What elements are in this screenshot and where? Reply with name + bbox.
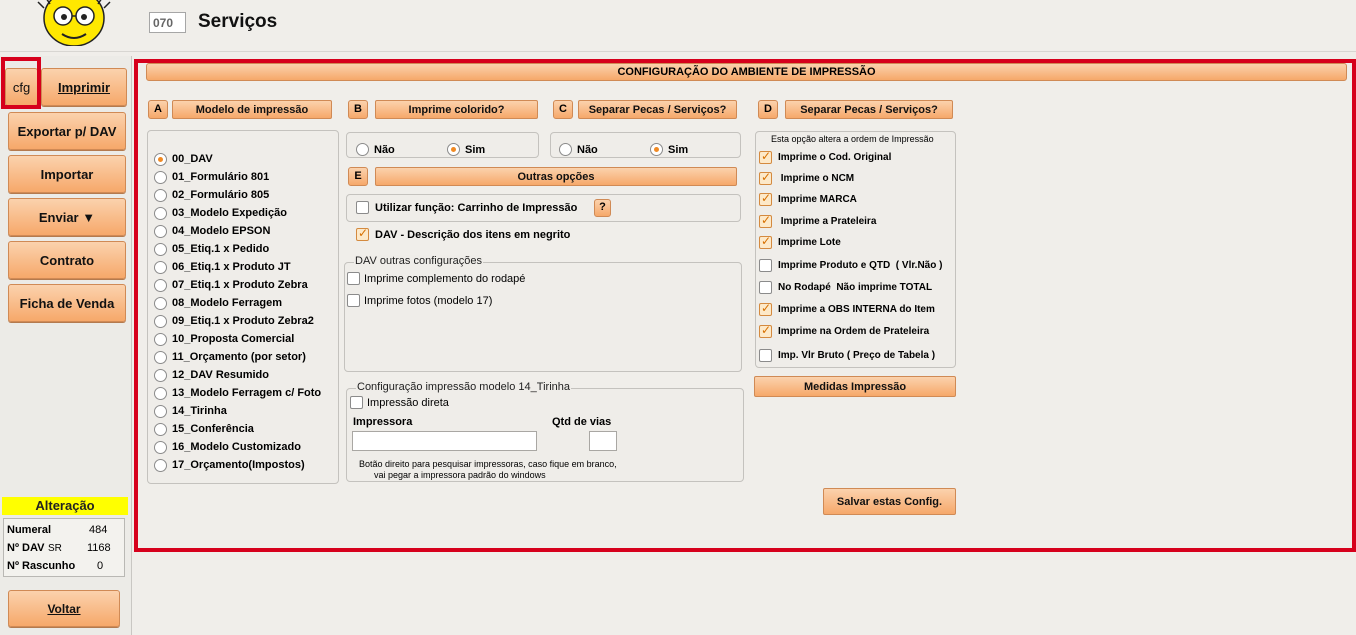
- model-option[interactable]: [154, 151, 213, 167]
- model-option[interactable]: [154, 241, 269, 257]
- model-radio[interactable]: [154, 153, 167, 166]
- model-radio[interactable]: [154, 315, 167, 328]
- model-radio[interactable]: [154, 243, 167, 256]
- screen-code: 070: [149, 12, 186, 33]
- separate-no-option[interactable]: [559, 143, 598, 156]
- direct-print-label: Impressão direta: [367, 396, 449, 409]
- printer-label: Impressora: [353, 416, 413, 428]
- bold-desc-option[interactable]: [356, 228, 570, 241]
- order-option[interactable]: [759, 193, 857, 206]
- model-label: 04_Modelo EPSON: [172, 225, 271, 237]
- model-radio[interactable]: [154, 459, 167, 472]
- model-label: 08_Modelo Ferragem: [172, 297, 283, 309]
- section-c-letter: C: [553, 100, 573, 119]
- footer-label: Imprime complemento do rodapé: [364, 272, 526, 285]
- tirinha-hint-2: vai pegar a impressora padrão do windows: [374, 470, 546, 480]
- tirinha-hint-1: Botão direito para pesquisar impressoras, caso fique em branco,: [359, 459, 617, 469]
- model-option[interactable]: [154, 349, 306, 365]
- model-radio[interactable]: [154, 297, 167, 310]
- order-checkbox[interactable]: [759, 349, 772, 362]
- order-label: Imprime MARCA: [778, 194, 857, 205]
- model-radio[interactable]: [154, 279, 167, 292]
- model-option[interactable]: [154, 169, 269, 185]
- order-option[interactable]: [759, 259, 942, 272]
- model-label: 02_Formulário 805: [172, 189, 270, 201]
- model-radio[interactable]: [154, 351, 167, 364]
- order-option[interactable]: [759, 303, 935, 316]
- photos-label: Imprime fotos (modelo 17): [364, 294, 493, 307]
- order-checkbox[interactable]: [759, 193, 772, 206]
- model-label: 10_Proposta Comercial: [172, 333, 295, 345]
- order-note: Esta opção altera a ordem de Impressão: [771, 134, 934, 144]
- order-label: Imprime o NCM: [778, 173, 855, 184]
- cfg-button[interactable]: cfg: [5, 68, 38, 106]
- printer-input[interactable]: [352, 431, 537, 451]
- order-checkbox[interactable]: [759, 151, 772, 164]
- send-button[interactable]: Enviar ▼: [8, 198, 126, 236]
- footer-option[interactable]: [347, 272, 525, 285]
- model-label: 11_Orçamento (por setor): [172, 351, 306, 363]
- order-label: No Rodapé Não imprime TOTAL: [778, 282, 933, 293]
- section-c-header[interactable]: Separar Pecas / Serviços?: [578, 100, 737, 119]
- footer-checkbox[interactable]: [347, 272, 360, 285]
- model-label: 09_Etiq.1 x Produto Zebra2: [172, 315, 314, 327]
- tirinha-title: Configuração impressão modelo 14_Tirinha: [357, 381, 570, 393]
- color-no-option[interactable]: [356, 143, 395, 156]
- model-label: 12_DAV Resumido: [172, 369, 269, 381]
- color-no-radio[interactable]: [356, 143, 369, 156]
- order-checkbox[interactable]: [759, 172, 772, 185]
- order-label: Imp. Vlr Bruto ( Preço de Tabela ): [778, 350, 936, 361]
- section-a-letter: A: [148, 100, 168, 119]
- copies-input[interactable]: [589, 431, 617, 451]
- model-option[interactable]: [154, 223, 270, 239]
- separate-no-radio[interactable]: [559, 143, 572, 156]
- section-b-letter: B: [348, 100, 368, 119]
- section-b-header[interactable]: Imprime colorido?: [375, 100, 538, 119]
- direct-print-checkbox[interactable]: [350, 396, 363, 409]
- separate-yes-label: Sim: [668, 143, 689, 156]
- model-label: 13_Modelo Ferragem c/ Foto: [172, 387, 322, 399]
- model-label: 05_Etiq.1 x Pedido: [172, 243, 270, 255]
- measures-button[interactable]: Medidas Impressão: [754, 376, 956, 397]
- draft-value: 0: [97, 560, 104, 572]
- model-radio[interactable]: [154, 441, 167, 454]
- model-radio[interactable]: [154, 207, 167, 220]
- section-a-header[interactable]: Modelo de impressão: [172, 100, 332, 119]
- model-label: 14_Tirinha: [172, 405, 227, 417]
- order-option[interactable]: [759, 215, 876, 228]
- numeral-label: Numeral: [7, 524, 52, 536]
- cart-option[interactable]: [356, 201, 577, 214]
- model-label: 16_Modelo Customizado: [172, 441, 301, 453]
- separate-no-label: Não: [577, 143, 598, 156]
- model-option[interactable]: [154, 187, 269, 203]
- model-radio[interactable]: [154, 387, 167, 400]
- model-label: 17_Orçamento(Impostos): [172, 459, 305, 471]
- section-e-letter: E: [348, 167, 368, 186]
- model-option[interactable]: [154, 385, 321, 401]
- model-label: 03_Modelo Expedição: [172, 207, 287, 219]
- alteration-stats: [3, 518, 125, 577]
- model-radio[interactable]: [154, 261, 167, 274]
- model-label: 07_Etiq.1 x Produto Zebra: [172, 279, 308, 291]
- cart-checkbox[interactable]: [356, 201, 369, 214]
- numeral-value: 484: [89, 524, 108, 536]
- photos-checkbox[interactable]: [347, 294, 360, 307]
- model-option[interactable]: [154, 331, 294, 347]
- order-option[interactable]: [759, 281, 932, 294]
- model-radio[interactable]: [154, 225, 167, 238]
- color-yes-option[interactable]: [447, 143, 485, 156]
- order-checkbox[interactable]: [759, 281, 772, 294]
- model-radio[interactable]: [154, 171, 167, 184]
- model-option[interactable]: [154, 457, 305, 473]
- model-option[interactable]: [154, 403, 227, 419]
- model-option[interactable]: [154, 439, 301, 455]
- separate-yes-option[interactable]: [650, 143, 688, 156]
- model-label: 00_DAV: [172, 153, 213, 165]
- model-radio[interactable]: [154, 189, 167, 202]
- export-dav-button[interactable]: Exportar p/ DAV: [8, 112, 126, 150]
- section-e-header[interactable]: Outras opções: [375, 167, 737, 186]
- dav-suffix: SR: [48, 543, 62, 554]
- cart-label: Utilizar função: Carrinho de Impressão: [375, 201, 578, 214]
- model-label: 15_Conferência: [172, 423, 254, 435]
- model-option[interactable]: [154, 421, 254, 437]
- model-option[interactable]: [154, 277, 308, 293]
- color-yes-label: Sim: [465, 143, 486, 156]
- direct-print-option[interactable]: [350, 396, 449, 409]
- order-label: Imprime Lote: [778, 237, 841, 248]
- color-yes-radio[interactable]: [447, 143, 460, 156]
- config-banner: CONFIGURAÇÃO DO AMBIENTE DE IMPRESSÃO: [146, 63, 1347, 81]
- order-checkbox[interactable]: [759, 325, 772, 338]
- model-radio[interactable]: [154, 405, 167, 418]
- order-option[interactable]: [759, 349, 935, 362]
- model-option[interactable]: [154, 367, 269, 383]
- model-radio[interactable]: [154, 333, 167, 346]
- mascot-logo: [36, 0, 112, 46]
- cfg-highlight: [1, 57, 41, 109]
- photos-option[interactable]: [347, 294, 492, 307]
- alteration-title: Alteração: [2, 497, 128, 515]
- sale-sheet-button[interactable]: Ficha de Venda: [8, 284, 126, 322]
- order-option[interactable]: [759, 172, 854, 185]
- print-button[interactable]: Imprimir: [41, 68, 127, 106]
- model-radio[interactable]: [154, 423, 167, 436]
- order-label: Imprime a OBS INTERNA do Item: [778, 304, 935, 315]
- model-option[interactable]: [154, 313, 314, 329]
- bold-desc-label: DAV - Descrição dos itens em negrito: [375, 228, 571, 241]
- help-button[interactable]: ?: [594, 199, 611, 217]
- model-option[interactable]: [154, 205, 287, 221]
- dav-label: Nº DAV: [7, 542, 45, 554]
- model-option[interactable]: [154, 295, 282, 311]
- model-option[interactable]: [154, 259, 291, 275]
- order-label: Imprime Produto e QTD ( Vlr.Não ): [778, 260, 943, 271]
- order-checkbox[interactable]: [759, 236, 772, 249]
- bold-desc-checkbox[interactable]: [356, 228, 369, 241]
- page-title: Serviços: [198, 11, 278, 32]
- order-option[interactable]: [759, 325, 929, 338]
- color-no-label: Não: [374, 143, 395, 156]
- separate-yes-radio[interactable]: [650, 143, 663, 156]
- section-d-letter: D: [758, 100, 778, 119]
- order-label: Imprime na Ordem de Prateleira: [778, 326, 930, 337]
- order-label: Imprime a Prateleira: [778, 216, 877, 227]
- contract-button[interactable]: Contrato: [8, 241, 126, 279]
- save-config-button[interactable]: Salvar estas Config.: [823, 488, 956, 515]
- model-radio[interactable]: [154, 369, 167, 382]
- order-checkbox[interactable]: [759, 215, 772, 228]
- back-button[interactable]: Voltar: [8, 590, 120, 627]
- model-label: 06_Etiq.1 x Produto JT: [172, 261, 291, 273]
- order-checkbox[interactable]: [759, 259, 772, 272]
- section-d-header[interactable]: Separar Pecas / Serviços?: [785, 100, 953, 119]
- order-label: Imprime o Cod. Original: [778, 152, 892, 163]
- order-checkbox[interactable]: [759, 303, 772, 316]
- model-label: 01_Formulário 801: [172, 171, 270, 183]
- draft-label: Nº Rascunho: [7, 560, 76, 572]
- dav-value: 1168: [87, 542, 111, 554]
- import-button[interactable]: Importar: [8, 155, 126, 193]
- dav-other-title: DAV outras configurações: [355, 255, 482, 267]
- order-option[interactable]: [759, 236, 841, 249]
- order-option[interactable]: [759, 151, 891, 164]
- copies-label: Qtd de vias: [552, 416, 612, 428]
